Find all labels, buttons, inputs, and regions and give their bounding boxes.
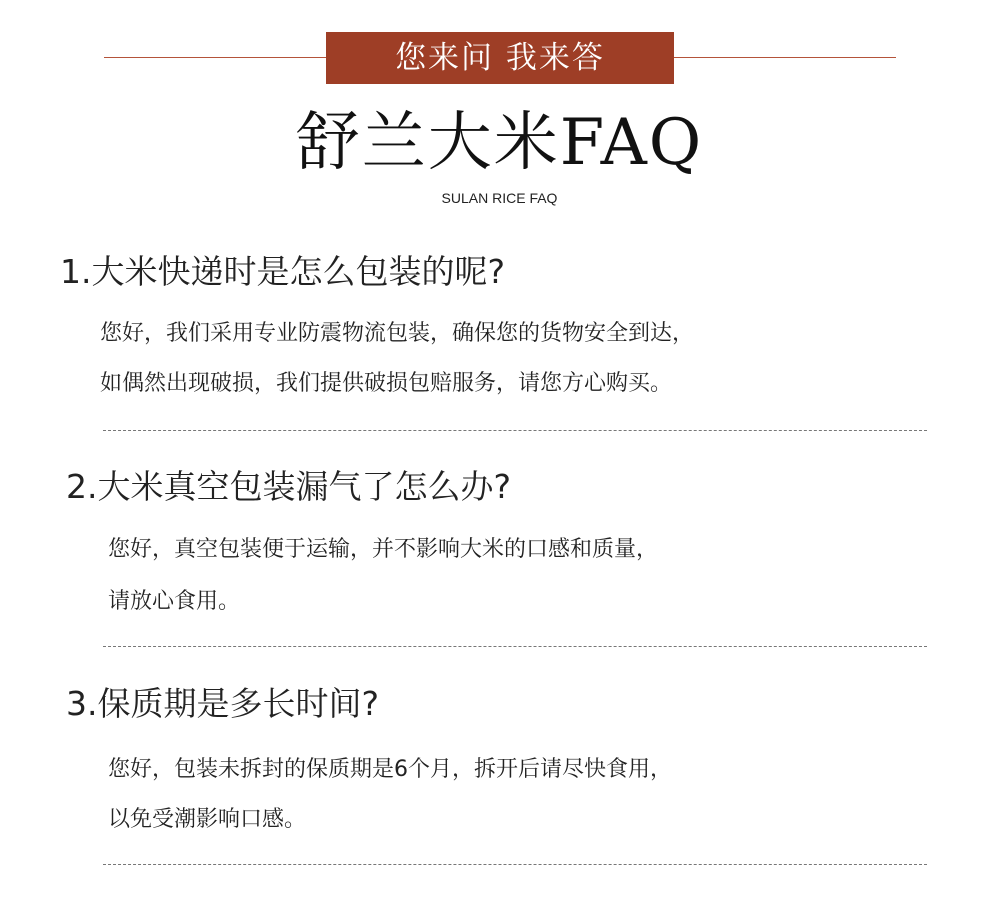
- faq-answer-3-line-1: 您好，包装未拆封的保质期是6个月，拆开后请尽快食用，: [108, 757, 672, 782]
- faq-divider-3: [103, 864, 927, 865]
- faq-answer-1-line-2: 如偶然出现破损，我们提供破损包赔服务，请您方心购买。: [100, 371, 673, 396]
- page-title: 舒兰大米FAQ: [295, 106, 704, 180]
- banner-line-left: [104, 57, 326, 58]
- faq-answer-2-line-1: 您好，真空包装便于运输，并不影响大米的口感和质量，: [108, 537, 659, 562]
- faq-answer-1-line-1: 您好，我们采用专业防震物流包装，确保您的货物安全到达，: [100, 321, 695, 346]
- page-subtitle: SULAN RICE FAQ: [441, 190, 558, 206]
- faq-question-2: 2.大米真空包装漏气了怎么办?: [66, 467, 512, 506]
- banner-line-right: [674, 57, 896, 58]
- faq-answer-3-line-2: 以免受潮影响口感。: [108, 807, 307, 832]
- faq-question-1: 1.大米快递时是怎么包装的呢?: [60, 252, 506, 291]
- faq-divider-1: [103, 430, 927, 431]
- banner-label: 您来问 我来答: [326, 32, 674, 84]
- faq-divider-2: [103, 646, 927, 647]
- faq-question-3: 3.保质期是多长时间?: [66, 684, 380, 723]
- faq-answer-2-line-2: 请放心食用。: [108, 589, 241, 614]
